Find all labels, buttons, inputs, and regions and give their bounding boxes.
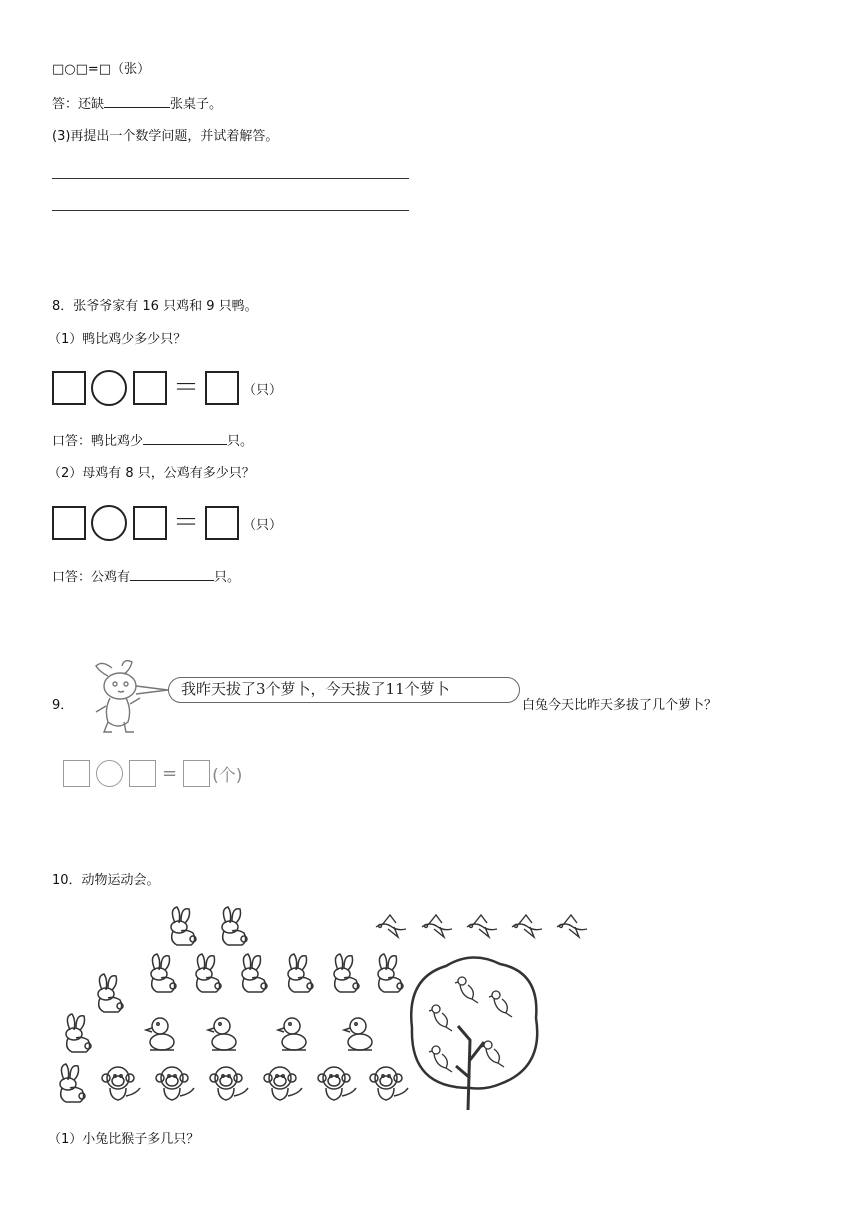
duck-icon [344, 1018, 372, 1050]
bird-icon [557, 915, 587, 937]
answer-suffix: 只。 [227, 434, 254, 449]
rabbit-icon [60, 1064, 85, 1102]
unit-label: （只） [243, 517, 283, 533]
operand-box[interactable] [52, 371, 86, 405]
monkey-icon [210, 1067, 248, 1100]
equation-row-9 [63, 760, 242, 787]
operator-circle[interactable] [96, 760, 123, 787]
monkey-icon [370, 1067, 408, 1100]
answer-line-8-2 [52, 568, 240, 586]
rabbit-icon [222, 907, 247, 945]
unit-label: (个) [212, 766, 243, 786]
answer-blank[interactable] [143, 432, 227, 445]
rabbit-illustration [84, 660, 172, 736]
question-3: (3)再提出一个数学问题，并试着解答。 [52, 129, 279, 144]
operand-box[interactable] [52, 506, 86, 540]
bird-icon [467, 915, 497, 937]
rabbit-icon [66, 1014, 91, 1052]
question-10-title: 10．动物运动会。 [52, 873, 160, 888]
rabbit-icon [171, 907, 196, 945]
bird-icon [376, 915, 406, 937]
tree-icon [411, 957, 537, 1110]
operand-box[interactable] [129, 760, 156, 787]
equation-row-2 [52, 505, 282, 541]
bird-icon [512, 915, 542, 937]
answer-suffix: 只。 [214, 570, 241, 585]
animal-sports-illustration [50, 900, 610, 1115]
result-box[interactable] [205, 506, 239, 540]
equals-sign: ＝ [173, 373, 200, 403]
dove-icon [455, 977, 478, 1003]
bird-icon [422, 915, 452, 937]
result-box[interactable] [183, 760, 210, 787]
answer-suffix: 张桌子。 [170, 97, 223, 112]
question-8-title: 8．张爷爷家有 16 只鸡和 9 只鸭。 [52, 299, 258, 314]
answer-line-a[interactable] [52, 178, 409, 179]
rabbit-icon [151, 954, 176, 992]
answer-prefix: 口答：公鸡有 [52, 570, 131, 585]
result-box[interactable] [205, 371, 239, 405]
question-8-sub2: （2）母鸡有 8 只，公鸡有多少只？ [48, 466, 255, 481]
unit-label: （只） [243, 382, 283, 398]
monkey-icon [156, 1067, 194, 1100]
question-8-sub1: （1）鸭比鸡少多少只？ [48, 332, 187, 347]
answer-blank[interactable] [104, 95, 170, 108]
duck-icon [146, 1018, 174, 1050]
duck-icon [278, 1018, 306, 1050]
operand-box[interactable] [133, 506, 167, 540]
answer-line-8-1 [52, 432, 253, 450]
answer-prefix: 口答：鸭比鸡少 [52, 434, 144, 449]
answer-blank[interactable] [130, 568, 214, 581]
equation-row-1 [52, 370, 282, 406]
rabbit-icon [288, 954, 313, 992]
rabbit-icon [378, 954, 403, 992]
operand-box[interactable] [63, 760, 90, 787]
dove-icon [429, 1046, 452, 1072]
answer-line-b[interactable] [52, 210, 409, 211]
rabbit-icon [242, 954, 267, 992]
dove-icon [481, 1041, 504, 1067]
monkey-icon [318, 1067, 356, 1100]
equals-sign: ＝ [173, 508, 200, 538]
question-9-text: 白兔今天比昨天多拔了几个萝卜？ [522, 698, 718, 713]
answer-line-7 [52, 95, 222, 113]
dove-icon [429, 1005, 452, 1031]
rabbit-icon [98, 974, 123, 1012]
answer-prefix: 答：还缺 [52, 97, 105, 112]
speech-bubble: 我昨天拔了3个萝卜，今天拔了11个萝卜 [168, 677, 520, 703]
rabbit-icon [196, 954, 221, 992]
monkey-icon [264, 1067, 302, 1100]
formula-line: □○□=□（张） [52, 62, 151, 77]
equals-sign: = [162, 763, 178, 784]
question-10-sub1: （1）小兔比猴子多几只？ [48, 1132, 200, 1147]
operator-circle[interactable] [91, 505, 127, 541]
monkey-icon [102, 1067, 140, 1100]
dove-icon [489, 991, 512, 1017]
rabbit-icon [334, 954, 359, 992]
operand-box[interactable] [133, 371, 167, 405]
operator-circle[interactable] [91, 370, 127, 406]
duck-icon [208, 1018, 236, 1050]
question-9-number: 9． [52, 698, 74, 713]
